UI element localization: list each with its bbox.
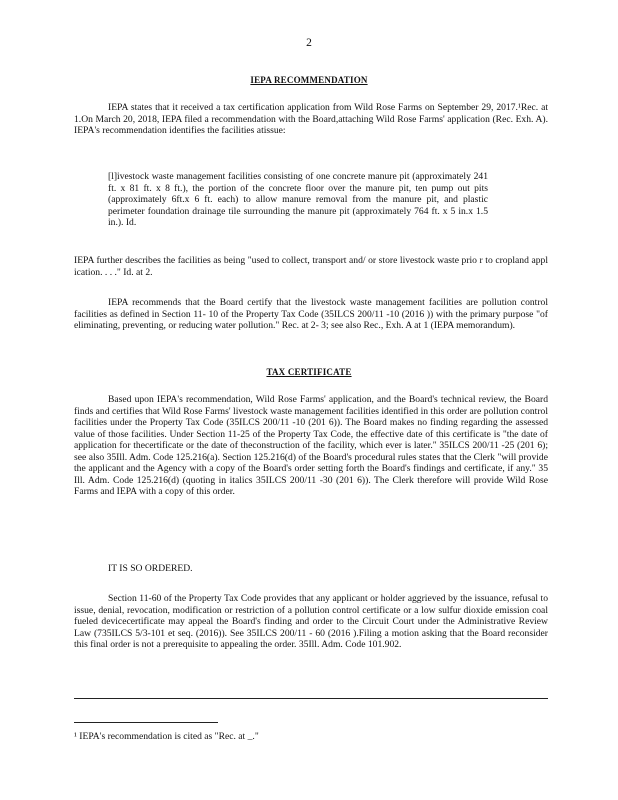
paragraph-so-ordered: IT IS SO ORDERED. bbox=[108, 563, 193, 574]
footnote-1: ¹ IEPA's recommendation is cited as "Rec. at _." bbox=[74, 731, 259, 742]
page-number: 2 bbox=[306, 37, 312, 49]
block-quote-facilities: [l]ivestock waste management facilities consisting of one concrete manure pit (approximately 241 ft. x 81 ft. x 8 ft.), the portion of the concrete floor over the manure pit, ten pump out pits (approximately 6ft.x 6 ft. each) to allow manure removal from the manure pit, and plastic perimeter foundation drainage tile surrounding the manure pit (approximately 764 ft. x 5 in.x 1.5 in.). Id. bbox=[108, 171, 488, 228]
paragraph-iepa-further: IEPA further describes the facilities as being "used to collect, transport and/ or store livestock waste prio r to cropland appl ication. . . ." Id. at 2. bbox=[74, 255, 548, 278]
paragraph-board-finds: Based upon IEPA's recommendation, Wild Rose Farms' application, and the Board's technical review, the Board finds and certifies that Wild Rose Farms' livestock waste management facilities identified in this order are pollution control facilities under the Property Tax Code (35ILCS 200/11 -10 (201 6)). The Board makes no finding regarding the assessed value of those facilities. Under Section 11-25 of the Property Tax Code, the effective date of this certificate is "the date of application for thecertificate or the date of theconstruction of the facility, which ever is later." 35ILCS 200/11 -25 (201 6); see also 35Ill. Adm. Code 125.216(a). Section 125.216(d) of the Board's procedural rules states that the Clerk "will provide the applicant and the Agency with a copy of the Board's order setting forth the Board's findings and certificate, if any." 35 Ill. Adm. Code 125.216(d) (quoting in italics 35ILCS 200/11 -30 (201 6)). The Clerk therefore will provide Wild Rose Farms and IEPA with a copy of this order. bbox=[74, 394, 548, 497]
paragraph-section-11-60: Section 11-60 of the Property Tax Code provides that any applicant or holder aggrieved by the issuance, refusal to issue, denial, revocation, modification or restriction of a pollution control certificate or a low sulfur dioxide emission coal fueled devicecertificate may appeal the Board's finding and order to the Circuit Court under the Administrative Review Law (735ILCS 5/3-101 et seq. (2016)). See 35ILCS 200/11 - 60 (2016 ).Filing a motion asking that the Board reconsider this final order is not a prerequisite to appealing the order. 35Ill. Adm. Code 101.902. bbox=[74, 593, 548, 650]
section-heading-tax-certificate: TAX CERTIFICATE bbox=[266, 367, 352, 377]
divider-rule bbox=[74, 698, 548, 699]
paragraph-iepa-recommends: IEPA recommends that the Board certify that the livestock waste management facilities are pollution control facilities as defined in Section 11- 10 of the Property Tax Code (35ILCS 200/11 -10 (2016 )) with the primary purpose "of eliminating, preventing, or reducing water pollution." Rec. at 2- 3; see also Rec., Exh. A at 1 (IEPA memorandum). bbox=[74, 297, 548, 331]
footnote-rule bbox=[74, 722, 218, 723]
paragraph-iepa-states: IEPA states that it received a tax certification application from Wild Rose Farms on September 29, 2017.¹Rec. at 1.On March 20, 2018, IEPA filed a recommendation with the Board,attaching Wild Rose Farms' application (Rec. Exh. A). IEPA's recommendation identifies the facilities atissue: bbox=[74, 102, 548, 136]
section-heading-iepa-recommendation: IEPA RECOMMENDATION bbox=[250, 75, 368, 85]
